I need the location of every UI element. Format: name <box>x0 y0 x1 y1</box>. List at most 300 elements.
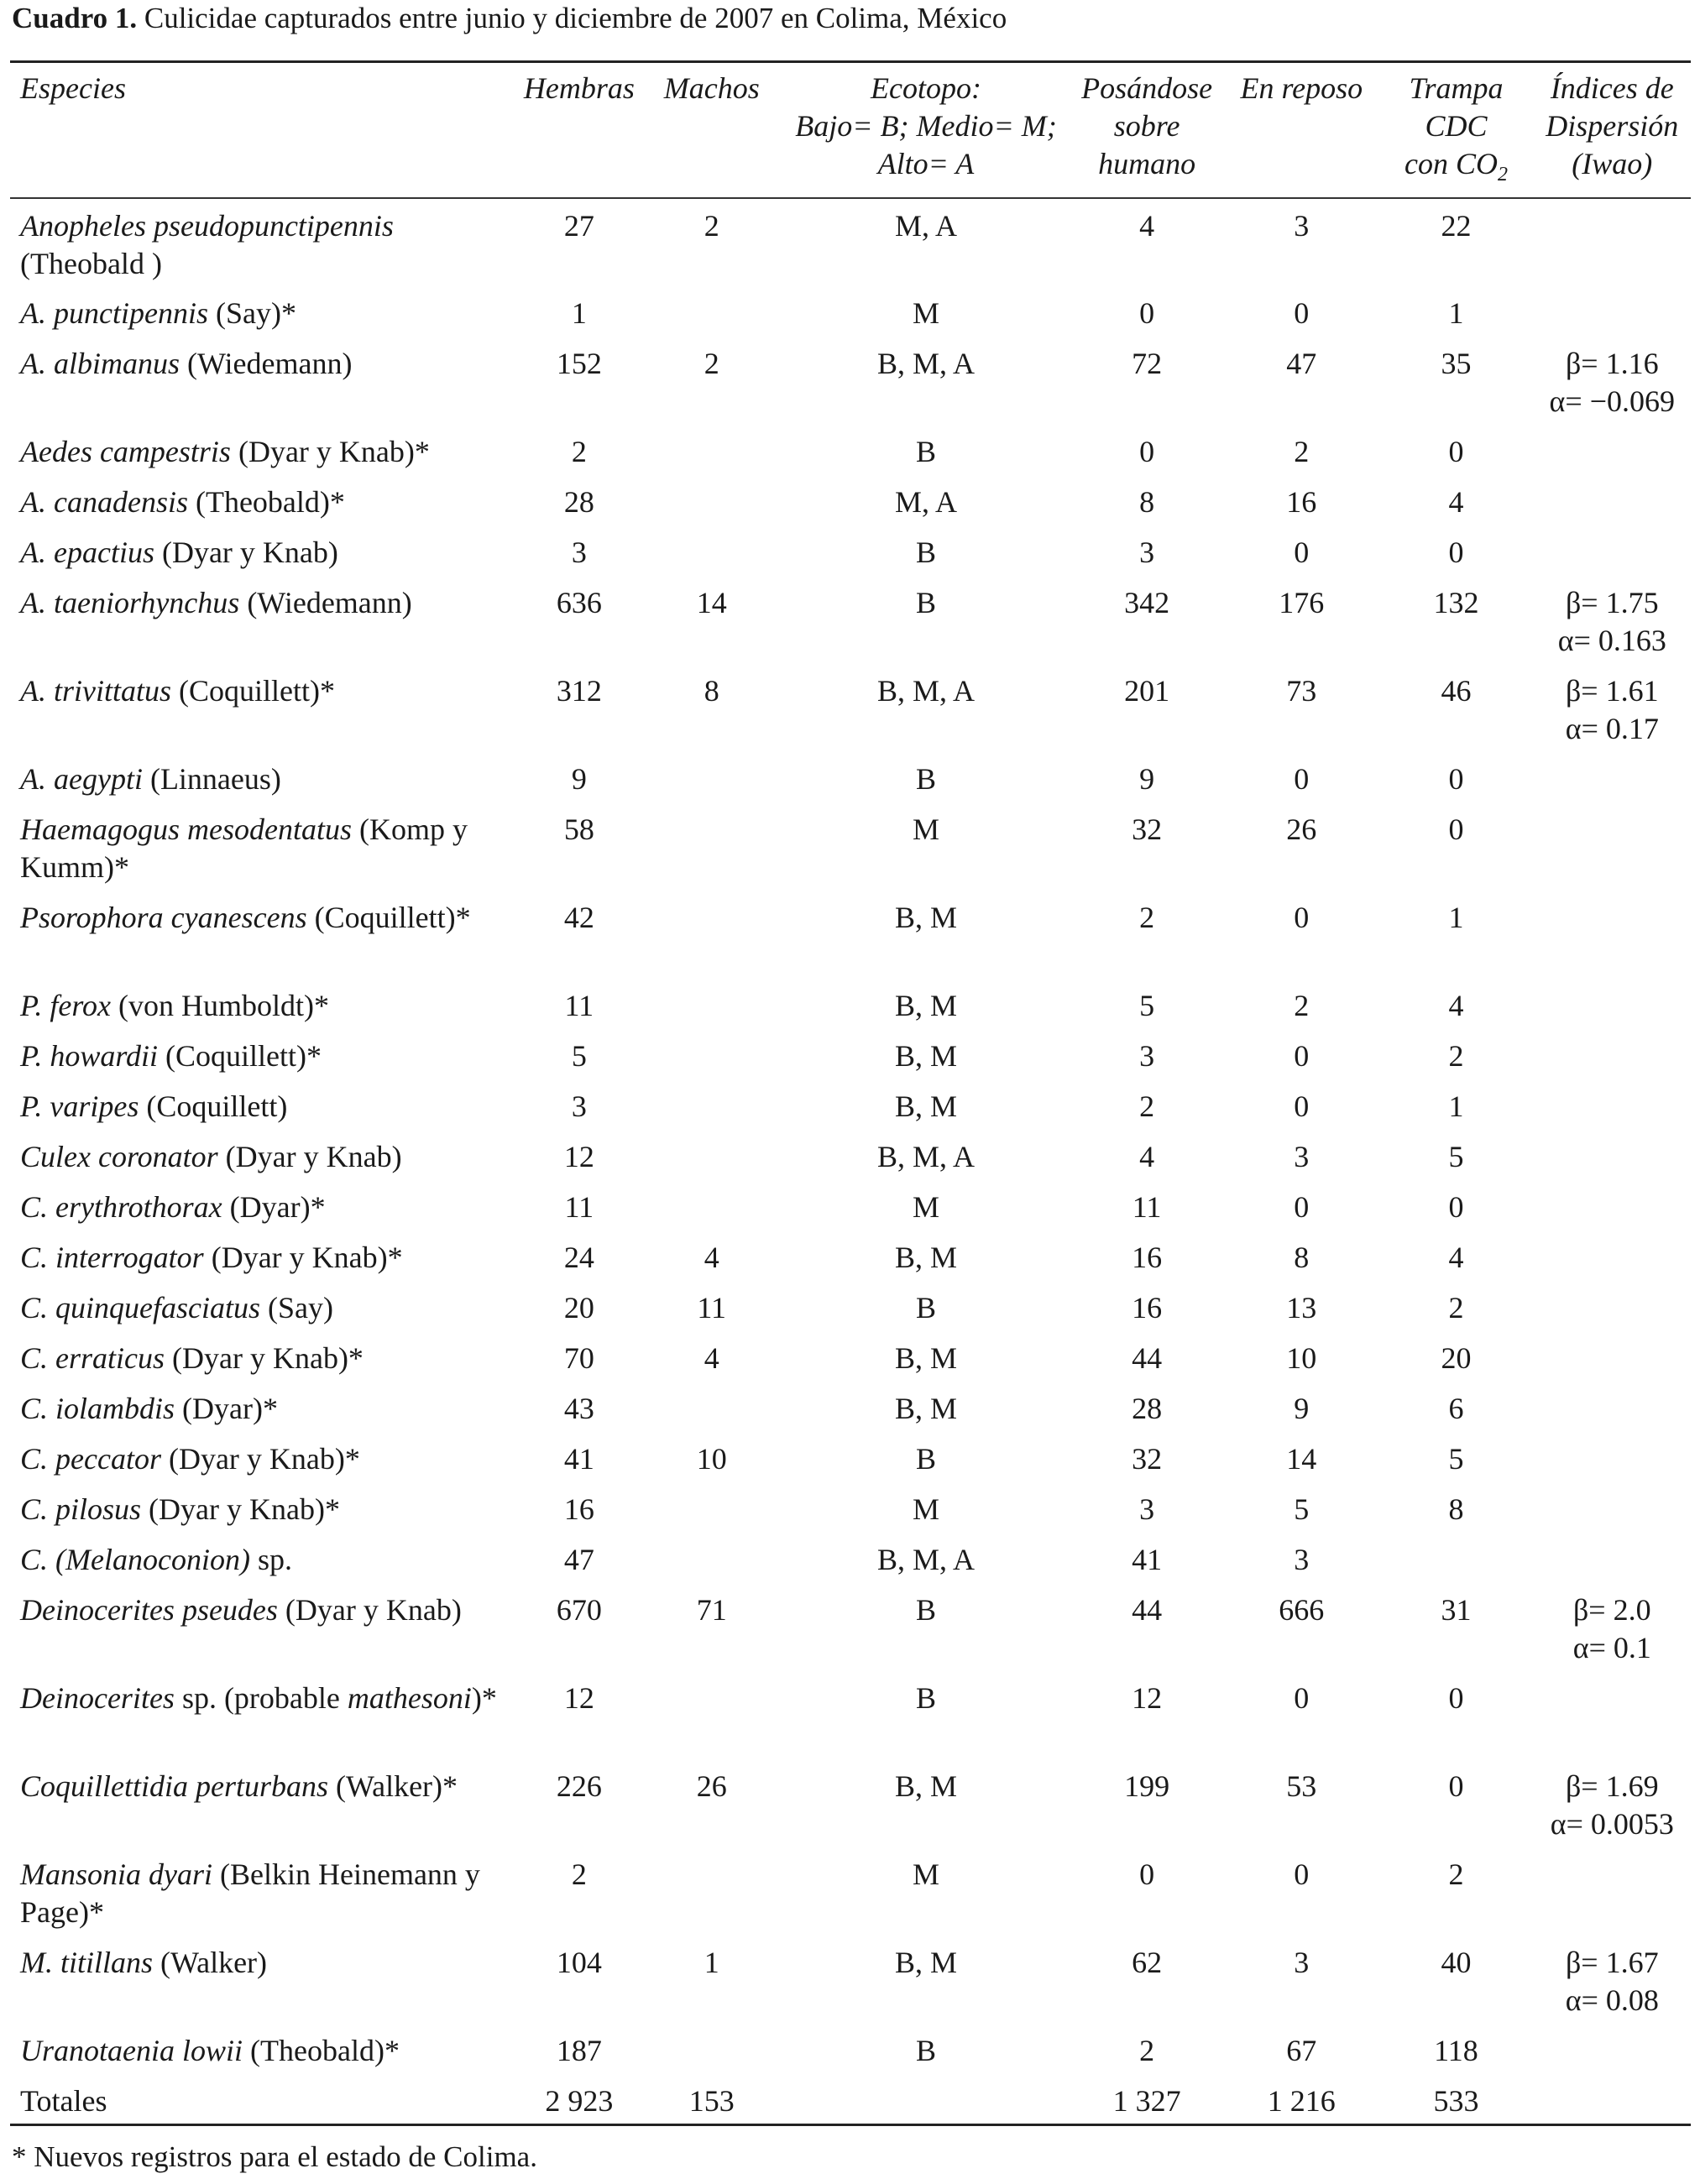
species-name: C. (Melanoconion) <box>20 1543 250 1576</box>
females-cell: 2 <box>571 1857 587 1891</box>
species-cell <box>10 1230 517 1281</box>
species-cell <box>10 1482 517 1533</box>
dispersion-cell <box>1534 1583 1691 1671</box>
table-row <box>10 1079 1691 1130</box>
trap-cell: 2 <box>1448 1857 1464 1891</box>
females-cell: 226 <box>556 1769 602 1803</box>
species-cell <box>10 1936 517 2024</box>
alpha-value: α= 0.163 <box>1557 624 1666 657</box>
resting-cell: 2 <box>1294 435 1310 468</box>
trap-cell: 0 <box>1448 812 1464 846</box>
landing-cell: 2 <box>1139 1089 1155 1123</box>
landing-cell: 0 <box>1139 296 1155 330</box>
beta-value: β= 1.69 <box>1565 1769 1659 1803</box>
resting-cell: 0 <box>1294 1190 1310 1224</box>
species-name: Psorophora cyanescens <box>20 901 307 934</box>
table-row <box>10 1432 1691 1482</box>
table-row <box>10 1331 1691 1382</box>
males-cell: 4 <box>704 1241 719 1274</box>
resting-cell: 2 <box>1294 989 1310 1022</box>
species-author: (Theobald)* <box>250 2034 400 2067</box>
dispersion-cell <box>1534 198 1691 286</box>
table-row <box>10 1936 1691 2024</box>
trap-cell: 4 <box>1448 989 1464 1022</box>
species-author: (Coquillett)* <box>165 1039 322 1073</box>
species-author: (Coquillett)* <box>179 674 335 708</box>
species-name: C. pilosus <box>20 1492 142 1526</box>
table-footnote: * Nuevos registros para el estado de Colima. <box>12 2140 537 2173</box>
table-row <box>10 1180 1691 1230</box>
ecotope-cell: B, M <box>894 1039 957 1073</box>
females-cell: 3 <box>571 1089 587 1123</box>
ecotope-cell: B <box>915 435 936 468</box>
table-row <box>10 1533 1691 1583</box>
alpha-value: α= 0.17 <box>1565 712 1659 745</box>
landing-cell: 5 <box>1139 989 1155 1022</box>
species-cell <box>10 1130 517 1180</box>
ecotope-cell: B, M <box>894 1089 957 1123</box>
table-body <box>10 198 1691 2124</box>
ecotope-cell: B, M <box>894 1241 957 1274</box>
species-author: (Coquillett) <box>146 1089 288 1123</box>
females-cell: 187 <box>556 2034 602 2067</box>
species-author: sp. (probable <box>181 1681 340 1715</box>
resting-cell: 3 <box>1294 1543 1310 1576</box>
males-cell: 2 <box>704 347 719 380</box>
species-author-extra: )* <box>471 1681 497 1715</box>
ecotope-cell: M <box>912 1190 939 1224</box>
species-name: P. howardii <box>20 1039 159 1073</box>
species-cell <box>10 1432 517 1482</box>
species-author: (Say)* <box>215 296 296 330</box>
dispersion-cell <box>1534 1180 1691 1230</box>
species-cell <box>10 198 517 286</box>
species-author: (Dyar y Knab) <box>285 1593 462 1627</box>
header-resting: En reposo <box>1240 71 1363 105</box>
species-name: Haemagogus mesodentatus <box>20 812 352 846</box>
landing-cell: 342 <box>1124 586 1170 619</box>
resting-cell: 0 <box>1294 1857 1310 1891</box>
dispersion-cell <box>1534 664 1691 752</box>
females-cell: 670 <box>556 1593 602 1627</box>
dispersion-cell <box>1534 1847 1691 1936</box>
dispersion-cell <box>1534 1382 1691 1432</box>
dispersion-cell <box>1534 1079 1691 1130</box>
ecotope-cell: B <box>915 1593 936 1627</box>
females-cell: 12 <box>563 1140 594 1173</box>
females-cell: 1 <box>571 296 587 330</box>
species-name: C. quinquefasciatus <box>20 1291 260 1325</box>
trap-cell: 0 <box>1448 1681 1464 1715</box>
dispersion-cell <box>1534 1029 1691 1079</box>
species-cell <box>10 425 517 475</box>
totals-landing: 1 327 <box>1112 2084 1181 2118</box>
females-cell: 41 <box>563 1442 594 1476</box>
species-author: (Theobald)* <box>195 485 345 519</box>
species-name: C. erythrothorax <box>20 1190 222 1224</box>
trap-cell: 4 <box>1448 1241 1464 1274</box>
males-cell <box>641 891 782 979</box>
resting-cell: 3 <box>1294 1946 1310 1979</box>
trap-cell: 0 <box>1448 1769 1464 1803</box>
species-name: Aedes campestris <box>20 435 231 468</box>
ecotope-cell: B <box>915 762 936 796</box>
species-name: Anopheles pseudopunctipennis <box>20 209 394 243</box>
species-author: (Belkin Heinemann y Page)* <box>20 1857 480 1929</box>
species-author: (Dyar y Knab)* <box>168 1442 360 1476</box>
males-cell: 11 <box>697 1291 727 1325</box>
table-row <box>10 1583 1691 1671</box>
males-cell: 1 <box>704 1946 719 1979</box>
dispersion-cell <box>1534 1281 1691 1331</box>
females-cell: 58 <box>563 812 594 846</box>
males-cell <box>641 1671 782 1759</box>
species-cell <box>10 1281 517 1331</box>
females-cell: 11 <box>564 989 594 1022</box>
species-cell <box>10 752 517 802</box>
females-cell: 11 <box>564 1190 594 1224</box>
males-cell <box>641 1533 782 1583</box>
table-row <box>10 979 1691 1029</box>
species-cell <box>10 979 517 1029</box>
landing-cell: 12 <box>1132 1681 1163 1715</box>
species-name: C. iolambdis <box>20 1392 175 1425</box>
males-cell <box>641 525 782 576</box>
trap-cell: 0 <box>1448 762 1464 796</box>
males-cell <box>641 475 782 525</box>
species-author: (Dyar)* <box>182 1392 278 1425</box>
dispersion-cell <box>1534 425 1691 475</box>
species-cell <box>10 1180 517 1230</box>
species-name: M. titillans <box>20 1946 154 1979</box>
table-row <box>10 425 1691 475</box>
species-cell <box>10 475 517 525</box>
females-cell: 27 <box>563 209 594 243</box>
landing-cell: 32 <box>1132 812 1163 846</box>
beta-value: β= 1.75 <box>1565 586 1659 619</box>
landing-cell: 4 <box>1139 209 1155 243</box>
trap-cell: 1 <box>1448 901 1464 934</box>
table-row <box>10 475 1691 525</box>
species-name: A. punctipennis <box>20 296 208 330</box>
table-row <box>10 1130 1691 1180</box>
females-cell: 16 <box>563 1492 594 1526</box>
species-name: C. peccator <box>20 1442 161 1476</box>
totals-trap: 533 <box>1433 2084 1479 2118</box>
trap-cell: 8 <box>1448 1492 1464 1526</box>
species-name: A. trivittatus <box>20 674 171 708</box>
landing-cell: 2 <box>1139 2034 1155 2067</box>
landing-cell: 11 <box>1132 1190 1162 1224</box>
species-name: C. interrogator <box>20 1241 204 1274</box>
dispersion-cell <box>1534 891 1691 979</box>
species-author: (Dyar y Knab)* <box>149 1492 340 1526</box>
ecotope-cell: B, M, A <box>876 1543 975 1576</box>
males-cell <box>641 1079 782 1130</box>
table-row <box>10 1230 1691 1281</box>
resting-cell: 13 <box>1286 1291 1317 1325</box>
header-species: Especies <box>20 71 126 105</box>
resting-cell: 0 <box>1294 1681 1310 1715</box>
species-author: (Dyar y Knab)* <box>238 435 430 468</box>
resting-cell: 10 <box>1286 1341 1317 1375</box>
landing-cell: 16 <box>1132 1241 1163 1274</box>
resting-cell: 67 <box>1286 2034 1317 2067</box>
species-author: (Wiedemann) <box>187 347 353 380</box>
totals-males: 153 <box>688 2084 735 2118</box>
males-cell <box>641 1029 782 1079</box>
males-cell <box>641 1130 782 1180</box>
trap-cell: 20 <box>1441 1341 1472 1375</box>
ecotope-cell: B, M <box>894 1392 957 1425</box>
alpha-value: α= 0.1 <box>1572 1631 1651 1664</box>
landing-cell: 4 <box>1139 1140 1155 1173</box>
trap-cell: 1 <box>1448 1089 1464 1123</box>
dispersion-cell <box>1534 1533 1691 1583</box>
species-author: (Linnaeus) <box>149 762 281 796</box>
males-cell <box>641 802 782 891</box>
landing-cell: 0 <box>1139 1857 1155 1891</box>
species-cell <box>10 286 517 337</box>
resting-cell: 26 <box>1286 812 1317 846</box>
species-author: (Say) <box>268 1291 333 1325</box>
table-row <box>10 2024 1691 2074</box>
trap-cell: 5 <box>1448 1442 1464 1476</box>
landing-cell: 199 <box>1124 1769 1170 1803</box>
species-author: (Dyar y Knab) <box>225 1140 402 1173</box>
species-name: Coquillettidia perturbans <box>20 1769 329 1803</box>
table-caption <box>12 0 1007 37</box>
species-name: Culex coronator <box>20 1140 218 1173</box>
ecotope-cell: B, M <box>894 1946 957 1979</box>
dispersion-cell <box>1534 1671 1691 1759</box>
header-ecotope: Ecotopo: Bajo= B; Medio= M; Alto= A <box>795 71 1057 180</box>
caption-text: Culicidae capturados entre junio y diciembre de 2007 en Colima, México <box>144 2 1007 34</box>
females-cell: 70 <box>563 1341 594 1375</box>
trap-cell: 118 <box>1434 2034 1478 2067</box>
header-females: Hembras <box>523 71 635 105</box>
species-cell <box>10 1382 517 1432</box>
landing-cell: 0 <box>1139 435 1155 468</box>
header-landing: Posándose sobre humano <box>1081 71 1213 180</box>
caption-label: Cuadro 1. <box>12 2 138 34</box>
species-name: Uranotaenia lowii <box>20 2034 243 2067</box>
dispersion-cell <box>1534 576 1691 664</box>
ecotope-cell: B, M, A <box>876 347 975 380</box>
trap-cell <box>1378 1533 1533 1583</box>
females-cell: 20 <box>563 1291 594 1325</box>
species-author: (von Humboldt)* <box>118 989 329 1022</box>
trap-cell: 22 <box>1441 209 1472 243</box>
males-cell: 10 <box>696 1442 727 1476</box>
females-cell: 9 <box>571 762 587 796</box>
trap-cell: 0 <box>1448 435 1464 468</box>
species-author: (Dyar y Knab)* <box>211 1241 403 1274</box>
species-name: A. albimanus <box>20 347 180 380</box>
resting-cell: 0 <box>1294 1039 1310 1073</box>
resting-cell: 8 <box>1294 1241 1310 1274</box>
ecotope-cell: B, M <box>894 989 957 1022</box>
males-cell <box>641 2024 782 2074</box>
dispersion-cell <box>1534 475 1691 525</box>
ecotope-cell: M <box>912 1492 939 1526</box>
dispersion-cell <box>1534 1331 1691 1382</box>
dispersion-cell <box>1534 752 1691 802</box>
landing-cell: 72 <box>1132 347 1163 380</box>
species-name: P. ferox <box>20 989 111 1022</box>
species-name: Deinocerites <box>20 1681 175 1715</box>
beta-value: β= 1.67 <box>1565 1946 1659 1979</box>
species-author: (Coquillett)* <box>314 901 471 934</box>
females-cell: 104 <box>556 1946 602 1979</box>
species-name-extra: mathesoni <box>347 1681 472 1715</box>
beta-value: β= 2.0 <box>1572 1593 1651 1627</box>
trap-cell: 132 <box>1433 586 1479 619</box>
males-cell: 2 <box>704 209 719 243</box>
resting-cell: 3 <box>1294 209 1310 243</box>
species-cell <box>10 337 517 425</box>
totals-ecotope <box>782 2074 1070 2124</box>
ecotope-cell: B, M <box>894 901 957 934</box>
species-author: (Walker)* <box>336 1769 458 1803</box>
landing-cell: 16 <box>1132 1291 1163 1325</box>
species-name: Mansonia dyari <box>20 1857 212 1891</box>
trap-cell: 4 <box>1448 485 1464 519</box>
resting-cell: 9 <box>1294 1392 1310 1425</box>
table-row <box>10 1671 1691 1759</box>
trap-cell: 2 <box>1448 1291 1464 1325</box>
table-row <box>10 337 1691 425</box>
resting-cell: 14 <box>1286 1442 1317 1476</box>
table-row <box>10 664 1691 752</box>
species-cell <box>10 891 517 979</box>
resting-cell: 73 <box>1286 674 1317 708</box>
species-cell <box>10 1029 517 1079</box>
ecotope-cell: B, M, A <box>876 1140 975 1173</box>
dispersion-cell <box>1534 979 1691 1029</box>
species-author: (Dyar)* <box>229 1190 326 1224</box>
ecotope-cell: B <box>915 586 936 619</box>
females-cell: 636 <box>556 586 602 619</box>
trap-cell: 46 <box>1441 674 1472 708</box>
species-name: A. taeniorhynchus <box>20 586 240 619</box>
species-name: C. erraticus <box>20 1341 165 1375</box>
females-cell: 28 <box>563 485 594 519</box>
females-cell: 2 <box>571 435 587 468</box>
resting-cell: 5 <box>1294 1492 1310 1526</box>
ecotope-cell: B, M, A <box>876 674 975 708</box>
species-author: sp. <box>257 1543 292 1576</box>
landing-cell: 3 <box>1139 1039 1155 1073</box>
landing-cell: 44 <box>1132 1593 1163 1627</box>
ecotope-cell: M, A <box>894 485 957 519</box>
ecotope-cell: B, M <box>894 1341 957 1375</box>
females-cell: 5 <box>571 1039 587 1073</box>
table-row <box>10 525 1691 576</box>
header-row <box>10 62 1691 199</box>
table-row <box>10 1382 1691 1432</box>
trap-cell: 1 <box>1448 296 1464 330</box>
females-cell: 152 <box>556 347 602 380</box>
species-name: A. aegypti <box>20 762 143 796</box>
species-cell <box>10 664 517 752</box>
males-cell <box>641 752 782 802</box>
species-author: (Wiedemann) <box>247 586 412 619</box>
males-cell: 14 <box>696 586 727 619</box>
trap-cell: 5 <box>1448 1140 1464 1173</box>
species-author: (Komp y Kumm)* <box>20 812 468 884</box>
species-author: (Walker) <box>160 1946 268 1979</box>
males-cell <box>641 1847 782 1936</box>
ecotope-cell: B <box>915 1291 936 1325</box>
dispersion-cell <box>1534 1230 1691 1281</box>
males-cell: 26 <box>696 1769 727 1803</box>
dispersion-cell <box>1534 1482 1691 1533</box>
alpha-value: α= 0.0053 <box>1550 1807 1674 1841</box>
landing-cell: 62 <box>1132 1946 1163 1979</box>
ecotope-cell: B <box>915 1681 936 1715</box>
males-cell <box>641 1382 782 1432</box>
table-row <box>10 802 1691 891</box>
males-cell <box>641 286 782 337</box>
table-row <box>10 286 1691 337</box>
alpha-value: α= −0.069 <box>1549 384 1676 418</box>
trap-cell: 6 <box>1448 1392 1464 1425</box>
species-author: (Dyar y Knab) <box>161 536 338 569</box>
species-cell <box>10 1331 517 1382</box>
species-author: (Dyar y Knab)* <box>172 1341 364 1375</box>
males-cell <box>641 1180 782 1230</box>
females-cell: 43 <box>563 1392 594 1425</box>
species-cell <box>10 2024 517 2074</box>
males-cell <box>641 1482 782 1533</box>
table-row <box>10 1847 1691 1936</box>
beta-value: β= 1.61 <box>1565 674 1659 708</box>
landing-cell: 201 <box>1124 674 1170 708</box>
resting-cell: 0 <box>1294 901 1310 934</box>
totals-label: Totales <box>20 2084 107 2118</box>
males-cell: 4 <box>704 1341 719 1375</box>
landing-cell: 2 <box>1139 901 1155 934</box>
ecotope-cell: M <box>912 296 939 330</box>
ecotope-cell: M, A <box>894 209 957 243</box>
dispersion-cell <box>1534 802 1691 891</box>
header-dispersion: Índices de Dispersión (Iwao) <box>1546 71 1679 180</box>
species-cell <box>10 1583 517 1671</box>
beta-value: β= 1.16 <box>1565 347 1659 380</box>
table-row <box>10 1482 1691 1533</box>
table-row <box>10 1281 1691 1331</box>
table-row <box>10 576 1691 664</box>
table-row <box>10 752 1691 802</box>
males-cell <box>641 425 782 475</box>
ecotope-cell: B <box>915 1442 936 1476</box>
species-cell <box>10 1759 517 1847</box>
ecotope-cell: B, M <box>894 1769 957 1803</box>
males-cell: 8 <box>704 674 719 708</box>
landing-cell: 28 <box>1132 1392 1163 1425</box>
landing-cell: 8 <box>1139 485 1155 519</box>
males-cell: 71 <box>696 1593 727 1627</box>
resting-cell: 53 <box>1286 1769 1317 1803</box>
resting-cell: 3 <box>1294 1140 1310 1173</box>
species-cell <box>10 1533 517 1583</box>
species-cell <box>10 525 517 576</box>
species-cell <box>10 1671 517 1759</box>
resting-cell: 16 <box>1286 485 1317 519</box>
landing-cell: 3 <box>1139 536 1155 569</box>
trap-cell: 0 <box>1448 1190 1464 1224</box>
